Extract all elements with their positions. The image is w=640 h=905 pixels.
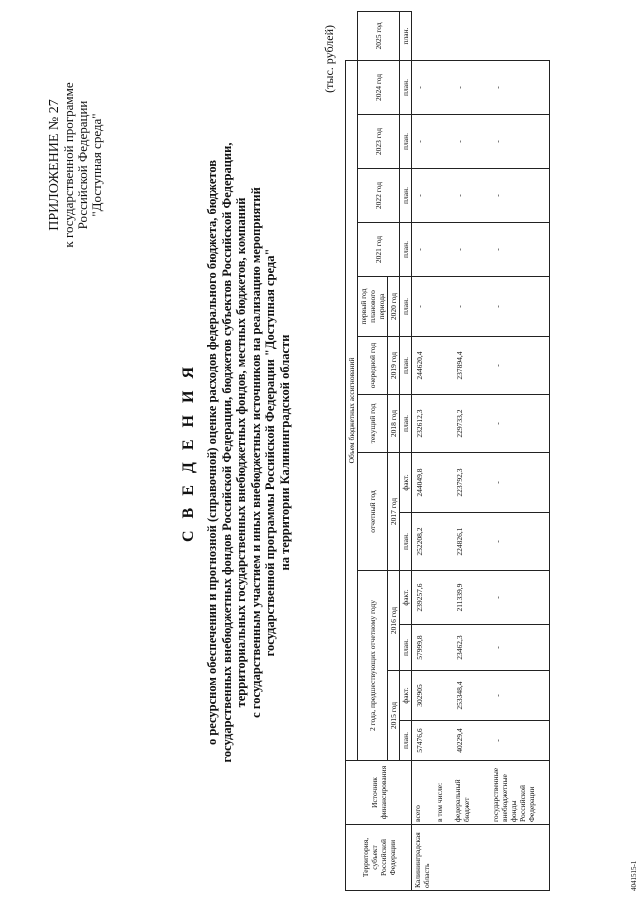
- document-heading: С В Е Д Е Н И Я: [180, 362, 197, 543]
- header-plan: план.: [400, 60, 412, 114]
- header-year-2018: 2018 год: [388, 395, 400, 453]
- value-cell: 232612,3: [412, 395, 434, 453]
- value-cell: -: [412, 169, 434, 223]
- value-cell: 244049,8: [412, 453, 434, 513]
- appendix-line-2: к государственной программе: [61, 82, 76, 248]
- table-row: [452, 12, 490, 891]
- value-cell: 223792,3: [452, 453, 490, 513]
- value-cell: -: [412, 60, 434, 114]
- units-note: (тыс. рублей): [322, 25, 336, 93]
- territory-cell: Калининградская область: [412, 825, 434, 891]
- value-cell: 229733,2: [452, 395, 490, 453]
- header-source: Источник финансирования: [346, 761, 412, 825]
- value-cell: 211339,9: [452, 571, 490, 625]
- value-cell: [434, 721, 452, 761]
- value-cell: [434, 625, 452, 671]
- header-plan: план.: [400, 337, 412, 395]
- appendix-number: ПРИЛОЖЕНИЕ № 27: [47, 99, 62, 231]
- header-plan: план.: [400, 169, 412, 223]
- value-cell: -: [452, 115, 490, 169]
- value-cell: [434, 223, 452, 277]
- subtitle-line: государственных внебюджетных фондов Российской Федерации, бюджетов субъектов Российской Федерации,: [219, 142, 234, 763]
- header-plan: план.: [400, 513, 412, 571]
- value-cell: [434, 60, 452, 114]
- appendix-header: [48, 15, 104, 315]
- value-cell: -: [490, 169, 550, 223]
- value-cell: 40229,4: [452, 721, 490, 761]
- header-year-2021: 2021 год: [358, 223, 400, 277]
- value-cell: 237894,4: [452, 337, 490, 395]
- source-cell: в том числе:: [434, 761, 452, 825]
- value-cell: -: [490, 513, 550, 571]
- territory-cell: [490, 825, 550, 891]
- value-cell: -: [412, 223, 434, 277]
- value-cell: [434, 115, 452, 169]
- value-cell: 57999,8: [412, 625, 434, 671]
- source-cell: федеральный бюджет: [452, 761, 490, 825]
- table-row: [490, 12, 550, 891]
- header-year-2025: 2025 год: [358, 12, 400, 61]
- value-cell: -: [452, 60, 490, 114]
- territory-cell: [452, 825, 490, 891]
- value-cell: 302905: [412, 671, 434, 721]
- header-plan: план.: [400, 12, 412, 61]
- table-row: [412, 12, 434, 891]
- value-cell: 244620,4: [412, 337, 434, 395]
- value-cell: -: [490, 453, 550, 513]
- subtitle-line: государственной программы Российской Федерации "Доступная среда": [263, 248, 277, 657]
- header-plan: план.: [400, 721, 412, 761]
- subtitle-line: на территории Калининградской области: [277, 334, 292, 571]
- source-cell: всего: [412, 761, 434, 825]
- header-plan: план.: [400, 625, 412, 671]
- value-cell: [434, 513, 452, 571]
- header-prev-two-years: 2 года, предшествующих отчетному году: [358, 571, 388, 761]
- value-cell: [434, 671, 452, 721]
- value-cell: -: [490, 625, 550, 671]
- header-fact: факт.: [400, 453, 412, 513]
- header-plan: план.: [400, 115, 412, 169]
- value-cell: -: [490, 395, 550, 453]
- territory-cell: [434, 825, 452, 891]
- value-cell: -: [452, 223, 490, 277]
- value-cell: -: [490, 721, 550, 761]
- value-cell: -: [412, 277, 434, 337]
- value-cell: -: [452, 169, 490, 223]
- value-cell: -: [490, 571, 550, 625]
- header-year-2017: 2017 год: [388, 453, 400, 571]
- subtitle-line: территориальных государственных внебюджетных фондов, местных бюджетов, компаний: [234, 197, 248, 708]
- header-territory: Территория, субъект Российской Федерации: [346, 825, 412, 891]
- header-plan: план.: [400, 223, 412, 277]
- value-cell: -: [490, 223, 550, 277]
- value-cell: 239257,6: [412, 571, 434, 625]
- value-cell: -: [452, 277, 490, 337]
- header-first-plan-year: первый год планового периода: [358, 277, 388, 337]
- source-cell: государственные внебюджетные фонды Российской Федерации: [490, 761, 550, 825]
- header-next-year: очередной год: [358, 337, 388, 395]
- value-cell: [434, 337, 452, 395]
- header-current-year: текущий год: [358, 395, 388, 453]
- table-row: [434, 12, 452, 891]
- header-year-2024: 2024 год: [358, 60, 400, 114]
- value-cell: 252208,2: [412, 513, 434, 571]
- document-code: 4041515-1: [630, 860, 638, 891]
- value-cell: [434, 169, 452, 223]
- header-report-year: отчетный год: [358, 453, 388, 571]
- header-year-2015: 2015 год: [388, 671, 400, 761]
- value-cell: [434, 395, 452, 453]
- header-year-2023: 2023 год: [358, 115, 400, 169]
- value-cell: 253348,4: [452, 671, 490, 721]
- value-cell: [434, 453, 452, 513]
- header-year-2019: 2019 год: [388, 337, 400, 395]
- value-cell: [434, 277, 452, 337]
- header-year-2020: 2020 год: [388, 277, 400, 337]
- value-cell: -: [412, 115, 434, 169]
- header-year-2016: 2016 год: [388, 571, 400, 671]
- header-volume: Объем бюджетных ассигнований: [346, 60, 358, 760]
- value-cell: 57476,6: [412, 721, 434, 761]
- header-fact: факт.: [400, 571, 412, 625]
- value-cell: -: [490, 277, 550, 337]
- header-plan: план.: [400, 277, 412, 337]
- budget-table: [345, 11, 550, 891]
- header-fact: факт.: [400, 671, 412, 721]
- value-cell: -: [490, 115, 550, 169]
- appendix-line-3: Российской Федерации: [75, 100, 90, 230]
- value-cell: 23462,3: [452, 625, 490, 671]
- value-cell: -: [490, 671, 550, 721]
- subtitle-line: о ресурсном обеспечении и прогнозной (справочной) оценке расходов федерального бюджета, бюджетов: [205, 159, 219, 746]
- appendix-line-4: "Доступная среда": [89, 113, 104, 217]
- header-plan: план.: [400, 395, 412, 453]
- value-cell: -: [490, 60, 550, 114]
- value-cell: -: [490, 337, 550, 395]
- subtitle-line: с государственным участием и иных внебюджетных источников на реализацию мероприятий: [248, 187, 263, 718]
- value-cell: 224826,1: [452, 513, 490, 571]
- value-cell: [434, 571, 452, 625]
- header-year-2022: 2022 год: [358, 169, 400, 223]
- document-subtitle: [205, 50, 292, 855]
